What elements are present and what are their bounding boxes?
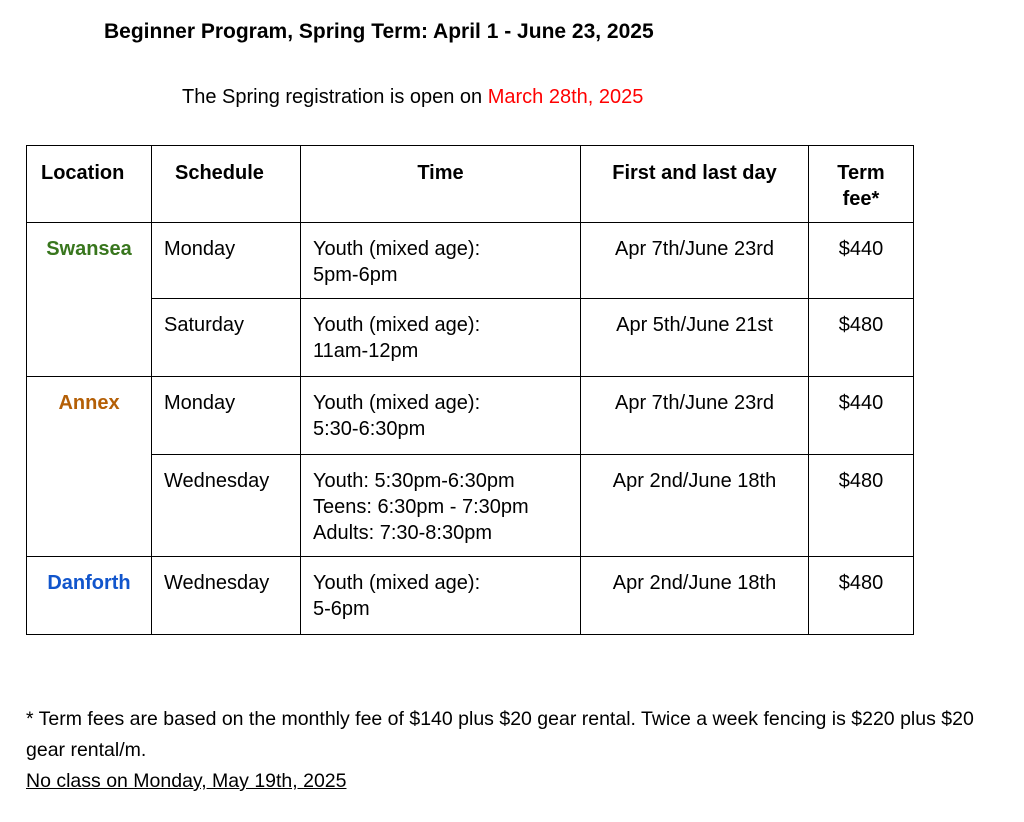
table-row <box>27 299 914 377</box>
fee-cell: $440 <box>809 223 914 299</box>
no-class-notice: No class on Monday, May 19th, 2025 <box>26 770 347 792</box>
dates-cell: Apr 7th/June 23rd <box>581 223 809 299</box>
time-line: 5-6pm <box>313 598 370 620</box>
schedule-cell: Monday <box>152 223 301 299</box>
time-cell <box>301 299 581 377</box>
time-cell <box>301 223 581 299</box>
schedule-cell: Saturday <box>152 299 301 377</box>
fee-cell: $480 <box>809 455 914 557</box>
location-danforth: Danforth <box>27 557 152 635</box>
header-schedule: Schedule <box>152 146 301 223</box>
table-row <box>27 455 914 557</box>
fee-cell: $440 <box>809 377 914 455</box>
schedule-cell: Monday <box>152 377 301 455</box>
registration-notice <box>182 86 643 109</box>
fee-cell: $480 <box>809 299 914 377</box>
location-annex: Annex <box>27 377 152 557</box>
time-line: Adults: 7:30-8:30pm <box>313 522 492 544</box>
time-line: Teens: 6:30pm - 7:30pm <box>313 496 529 518</box>
header-term-fee: Term fee* <box>809 146 914 223</box>
schedule-cell: Wednesday <box>152 557 301 635</box>
page-title: Beginner Program, Spring Term: April 1 - June 23, 2025 <box>104 20 654 43</box>
time-cell <box>301 557 581 635</box>
time-cell <box>301 377 581 455</box>
dates-cell: Apr 7th/June 23rd <box>581 377 809 455</box>
header-location: Location <box>27 146 152 223</box>
time-line: 11am-12pm <box>313 340 419 362</box>
footnote <box>26 704 1016 797</box>
time-line: Youth (mixed age): <box>313 314 481 336</box>
time-cell <box>301 455 581 557</box>
header-first-last-day: First and last day <box>581 146 809 223</box>
time-line: Youth (mixed age): <box>313 572 481 594</box>
table-header-row <box>27 146 914 223</box>
header-time: Time <box>301 146 581 223</box>
time-line: Youth (mixed age): <box>313 392 481 414</box>
dates-cell: Apr 2nd/June 18th <box>581 455 809 557</box>
time-line: Youth (mixed age): <box>313 238 481 260</box>
schedule-table <box>26 145 914 635</box>
term-fee-note: * Term fees are based on the monthly fee of $140 plus $20 gear rental. Twice a week fencing is $220 plus $20 gear rental/m. <box>26 708 974 761</box>
dates-cell: Apr 5th/June 21st <box>581 299 809 377</box>
registration-prefix: The Spring registration is open on <box>182 86 488 108</box>
time-line: 5pm-6pm <box>313 264 398 286</box>
registration-date: March 28th, 2025 <box>487 86 644 108</box>
location-swansea: Swansea <box>27 223 152 377</box>
dates-cell: Apr 2nd/June 18th <box>581 557 809 635</box>
fee-cell: $480 <box>809 557 914 635</box>
table-row <box>27 377 914 455</box>
time-line: 5:30-6:30pm <box>313 418 426 440</box>
schedule-cell: Wednesday <box>152 455 301 557</box>
time-line: Youth: 5:30pm-6:30pm <box>313 470 515 492</box>
table-row <box>27 223 914 299</box>
table-row <box>27 557 914 635</box>
